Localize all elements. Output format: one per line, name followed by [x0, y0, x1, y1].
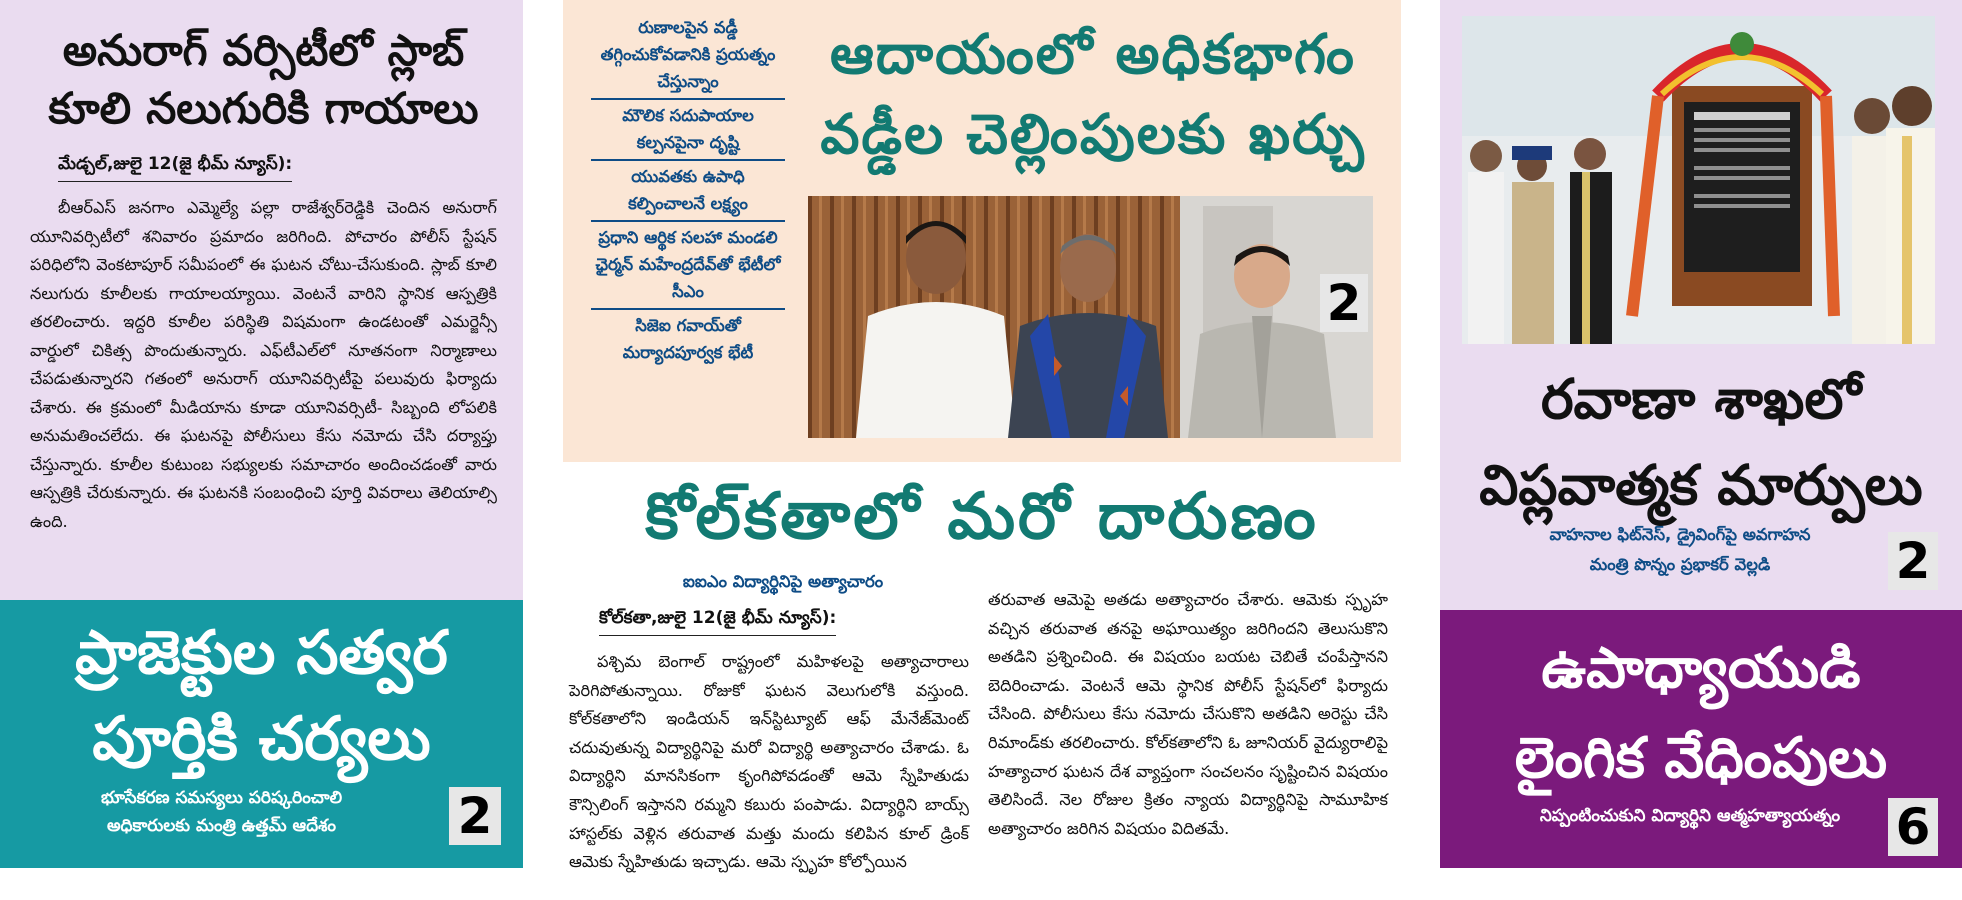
transport-story	[1440, 0, 1962, 610]
projects-subhead	[0, 784, 523, 840]
projects-story	[0, 600, 523, 868]
page-reference-badge: 6	[1888, 798, 1938, 856]
kolkata-story	[563, 462, 1401, 900]
anurag-university-story	[0, 0, 523, 600]
teacher-headline-line2: లైంగిక వేధింపులు	[1514, 726, 1888, 791]
cm-meeting-headline	[793, 14, 1393, 174]
kolkata-body-column-1: పశ్చిమ బెంగాల్ రాష్ట్రంలో మహిళలపై అత్యాచారాలు పెరిగిపోతున్నాయి. రోజుకో ఘటన వెలుగులోకి వస్తుంది. కోల్‌కతాలోని ఇండియన్ ఇన్‌స్టిట్యూట్ ఆఫ్ మేనేజ్‌మెంట్ చదువుతున్న విద్యార్థినిపై మరో విద్యార్థి అత్యాచారం చేశాడు. ఓ విద్యార్థిని మానసికంగా కృంగిపోవడంతో ఆమె స్నేహితుడు కౌన్సిలింగ్ ఇస్తానని రమ్మని కబురు పంపాడు. విద్యార్థిని బాయ్స్ హాస్టల్‌కు వెళ్లిన తరువాత మత్తు మందు కలిపిన కూల్ డ్రింక్ ఆమెకు స్నేహితుడు ఇచ్చాడు. ఆమె స్పృహ కోల్పోయిన	[569, 652, 969, 872]
highlight-item: యువతకు ఉపాధి కల్పించాలనే లక్ష్యం	[591, 161, 785, 222]
kolkata-body-column-2: తరువాత ఆమెపై అతడు అత్యాచారం చేశారు. ఆమెకు స్పృహ వచ్చిన తరువాత తనపై అఘాయిత్యం జరిగిందని తెలుసుకొని అతడిని ప్రశ్నించింది. ఈ విషయం బయట చెబితే చంపేస్తానని బెదిరించాడు. వెంటనే ఆమె స్థానిక పోలీస్ స్టేషన్‌లో ఫిర్యాదు చేసింది. పోలీసులు కేసు నమోదు చేసుకొని అతడిని అరెస్టు చేసి రిమాండ్‌కు తరలించారు. కోల్‌కతాలోని ఓ జూనియర్ వైద్యురాలిపై హత్యాచార ఘటన దేశ వ్యాప్తంగా సంచలనం సృష్టించిన విషయం తెలిసిందే. నెల రోజుల క్రితం న్యాయ విద్యార్థినిపై సామూహిక అత్యాచారం జరిగిన విషయం విదితమే.	[988, 590, 1388, 838]
teacher-headline-line1: ఉపాధ్యాయుడి	[1541, 636, 1861, 701]
highlight-item: సిజెఐ గవాయ్‌తో మర్యాదపూర్వక భేటీ	[622, 316, 754, 362]
transport-subhead-line1: వాహనాల ఫిట్‌నెస్, డ్రైవింగ్‌పై అవగాహన	[1549, 525, 1811, 544]
anurag-body: బీఆర్ఎస్ జనగాం ఎమ్మెల్యే పల్లా రాజేశ్వర్‌రెడ్డికి చెందిన అనురాగ్ యూనివర్సిటీలో శనివారం ప్రమాదం జరిగింది. పోచారం పోలీస్ స్టేషన్ పరిధిలోని వెంకటాపూర్ సమీపంలో ఈ ఘటన చోటు-చేసుకుంది. స్లాబ్ కూలి నలుగురు కూలీలకు గాయాలయ్యాయి. వెంటనే వారిని స్థానిక ఆస్పత్రికి తరలించారు. ఇద్దరి కూలీల పరిస్థితి విషమంగా ఉండటంతో ఎమర్జెన్సీ వార్డులో చికిత్స పొందుతున్నారు. ఎఫ్‌టీఎల్‌లో నూతనంగా నిర్మాణాలు చేపడుతున్నారని గతంలో అనురాగ్ యూనివర్సిటీపై పలువురు ఫిర్యాదు చేశారు. ఈ క్రమంలో మీడియాను కూడా యూనివర్సిటీ- సిబ్బంది లోపలికి అనుమతించలేదు. ఈ ఘటనపై పోలీసులు కేసు నమోదు చేసి దర్యాప్తు చేస్తున్నారు. కూలీల కుటుంబ సభ్యులకు సమాచారం అందించడంతో వారు ఆస్పత్రికి చేరుకున్నారు. ఈ ఘటనకి సంబంధించి పూర్తి వివరాలు తెలియాల్సి ఉంది.	[30, 198, 497, 531]
highlight-item: ప్రధాని ఆర్థిక సలహా మండలి ఛైర్మన్ మహేంద్రదేవ్‌తో భేటీలో సీఎం	[591, 222, 785, 310]
transport-subhead	[1490, 520, 1870, 580]
cm-meeting-story	[563, 0, 1401, 462]
highlight-item: మౌలిక సదుపాయాల కల్పనపైనా దృష్టి	[591, 100, 785, 161]
anurag-dateline: మేడ్చల్,జులై 12(జై భీమ్ న్యూస్):	[58, 154, 292, 182]
teacher-harassment-story	[1440, 610, 1962, 868]
projects-headline-line1: ప్రాజెక్టుల సత్వర	[75, 618, 448, 688]
foundation-stone-illustration	[1462, 16, 1935, 344]
page-reference-badge: 2	[1888, 532, 1938, 590]
story-highlights	[591, 12, 785, 369]
projects-subhead-line2: అధికారులకు మంత్రి ఉత్తమ్ ఆదేశం	[106, 816, 337, 836]
projects-headline-line2: పూర్తికి చర్యలు	[92, 704, 431, 774]
projects-subhead-line1: భూసేకరణ సమస్యలు పరిష్కరించాలి	[100, 788, 343, 808]
kolkata-strap: ఐఐఎం విద్యార్థినిపై అత్యాచారం	[682, 572, 884, 591]
anurag-headline: అనురాగ్ వర్సిటీలో స్లాబ్ కూలి నలుగురికి గాయాలు	[48, 26, 479, 134]
transport-headline	[1440, 356, 1962, 528]
foundation-stone-photo	[1462, 16, 1935, 344]
teacher-headline	[1440, 624, 1962, 804]
meeting-photo-illustration	[808, 196, 1373, 438]
page-reference-badge: 2	[1320, 274, 1368, 332]
highlight-item: రుణాలపైన వడ్డీ తగ్గించుకోవడానికి ప్రయత్నం చేస్తున్నాం	[591, 12, 785, 100]
page-reference-badge: 2	[449, 787, 501, 845]
cm-headline-line2: వడ్డీల చెల్లింపులకు ఖర్చు	[820, 102, 1366, 166]
meeting-photo	[808, 196, 1373, 438]
teacher-subhead: నిప్పంటించుకుని విద్యార్థిని ఆత్మహత్యాయత్నం	[1539, 806, 1841, 826]
transport-headline-line1: రవాణా శాఖలో	[1540, 367, 1862, 431]
kolkata-headline: కోల్‌కతాలో మరో దారుణం	[645, 480, 1319, 554]
transport-subhead-line2: మంత్రి పొన్నం ప్రభాకర్ వెల్లడి	[1589, 555, 1771, 574]
transport-headline-line2: విప్లవాత్మక మార్పులు	[1479, 453, 1923, 517]
projects-headline	[0, 610, 523, 782]
kolkata-dateline: కోల్‌కతా,జులై 12(జై భీమ్ న్యూస్):	[599, 608, 836, 636]
cm-headline-line1: ఆదాయంలో అధికభాగం	[830, 22, 1356, 86]
